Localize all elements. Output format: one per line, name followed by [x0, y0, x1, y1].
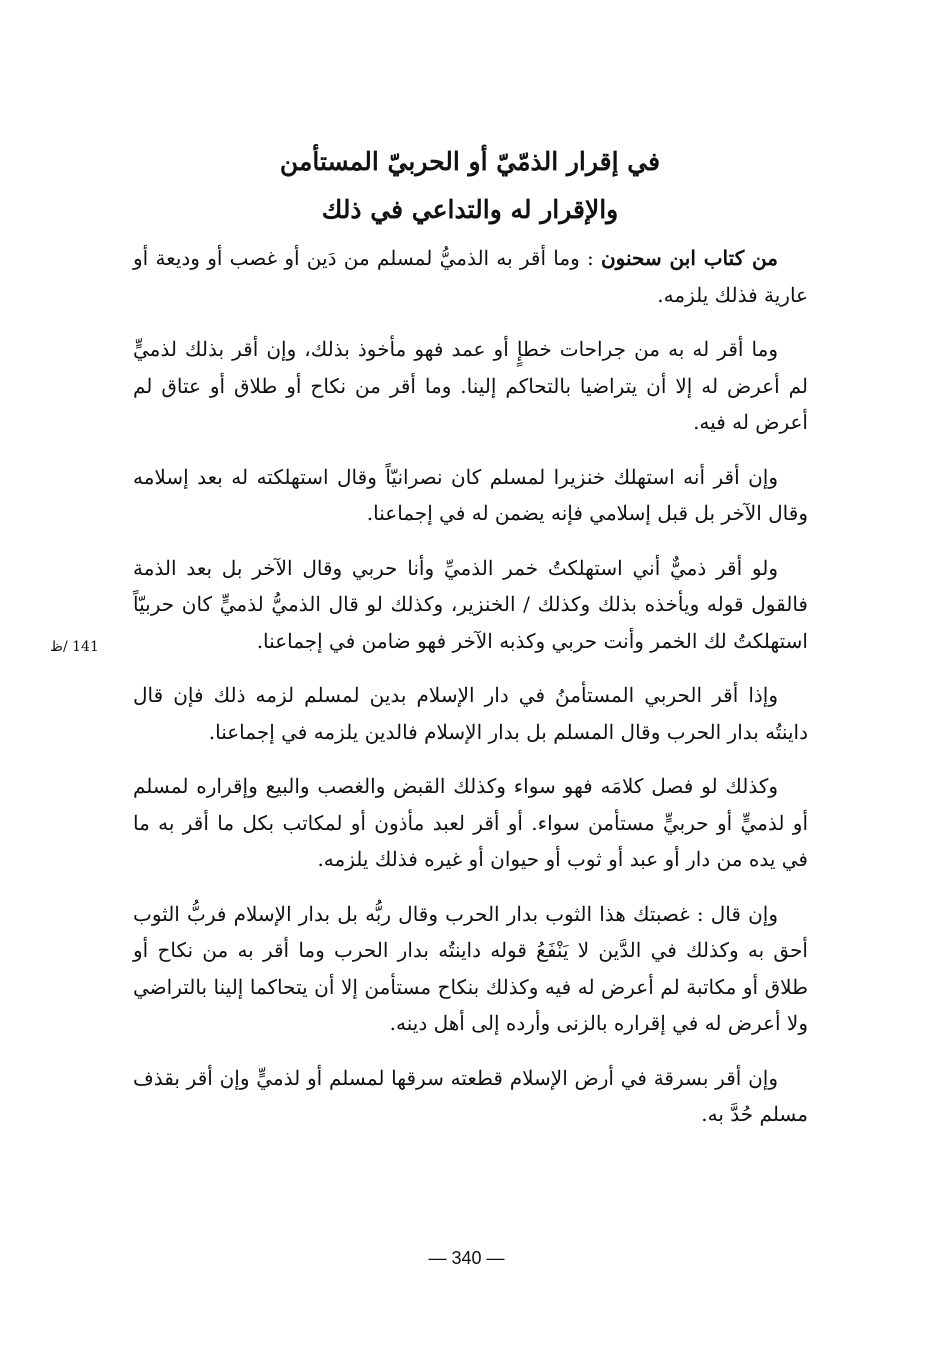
- paragraph-1-text: : وما أقر به الذميُّ لمسلم من دَين أو غصب أو وديعة أو عارية فذلك يلزمه.: [133, 246, 808, 307]
- source-reference: من كتاب ابن سحنون: [600, 246, 778, 270]
- heading-line-2: والإقرار له والتداعي في ذلك: [321, 195, 619, 224]
- paragraph-5: وإذا أقر الحربي المستأمنُ في دار الإسلام بدين لمسلم لزمه ذلك فإن قال داينتُه بدار الحرب وقال المسلم بل بدار الإسلام فالدين يلزمه في إجماعنا.: [133, 683, 808, 744]
- paragraph-4: ولو أقر ذميٌّ أني استهلكتُ خمر الذميِّ وأنا حربي وقال الآخر بل بعد الذمة فالقول قوله ويأخذه بذلك وكذلك / الخنزير، وكذلك لو قال الذميُّ لذميٍّ كان حربيّاً استهلكتُ لك الخمر وأنت حربي وكذبه الآخر فهو ضامن في إجماعنا.: [133, 555, 808, 653]
- paragraph-1: [133, 240, 808, 313]
- paragraph-2: وما أقر له به من جراحات خطإٍ أو عمد فهو مأخوذ بذلك، وإن أقر بذلك لذميٍّ لم أعرض له إلا أن يتراضيا بالتحاكم إلينا. وما أقر من نكاح أو طلاق أو عتاق لم أعرض له فيه.: [133, 337, 808, 434]
- paragraph-7: وإن قال : غصبتك هذا الثوب بدار الحرب وقال ربُّه بل بدار الإسلام فربُّ الثوب أحق به وكذلك في الدَّين لا يَنْفَعُ قوله داينتُه بدار الحرب وما أقر به من نكاح أو طلاق أو مكاتبة لم أعرض له فيه وكذلك بنكاح مستأمن إلا أن يتحاكما إلينا بالتراضي ولا أعرض له في إقراره بالزنى وأرده إلى أهل دينه.: [133, 901, 808, 1035]
- page-number: — 340 —: [428, 1248, 505, 1268]
- heading-line-1: في إقرار الذمّيّ أو الحربيّ المستأمن: [279, 147, 661, 176]
- paragraph-3: وإن أقر أنه استهلك خنزيرا لمسلم كان نصرانيّاً وقال استهلكته له بعد إسلامه وقال الآخر بل قبل إسلامي فإنه يضمن له في إجماعنا.: [133, 464, 808, 525]
- body-text: [133, 240, 808, 1151]
- paragraph-6: وكذلك لو فصل كلامَه فهو سواء وكذلك القبض والغصب والبيع وإقراره لمسلم أو لذميٍّ أو حربيٍّ مستأمن سواء. أو أقر لعبد مأذون أو لمكاتب بكل ما أقر به ما في يده من دار أو عبد أو ثوب أو حيوان أو غيره فذلك يلزمه.: [133, 774, 808, 871]
- chapter-heading: [140, 138, 800, 234]
- paragraph-8: وإن أقر بسرقة في أرض الإسلام قطعته سرقها لمسلم أو لذميٍّ وإن أقر بقذف مسلم حُدَّ به.: [133, 1065, 808, 1126]
- folio-margin-note: 141 /ظ: [50, 639, 99, 655]
